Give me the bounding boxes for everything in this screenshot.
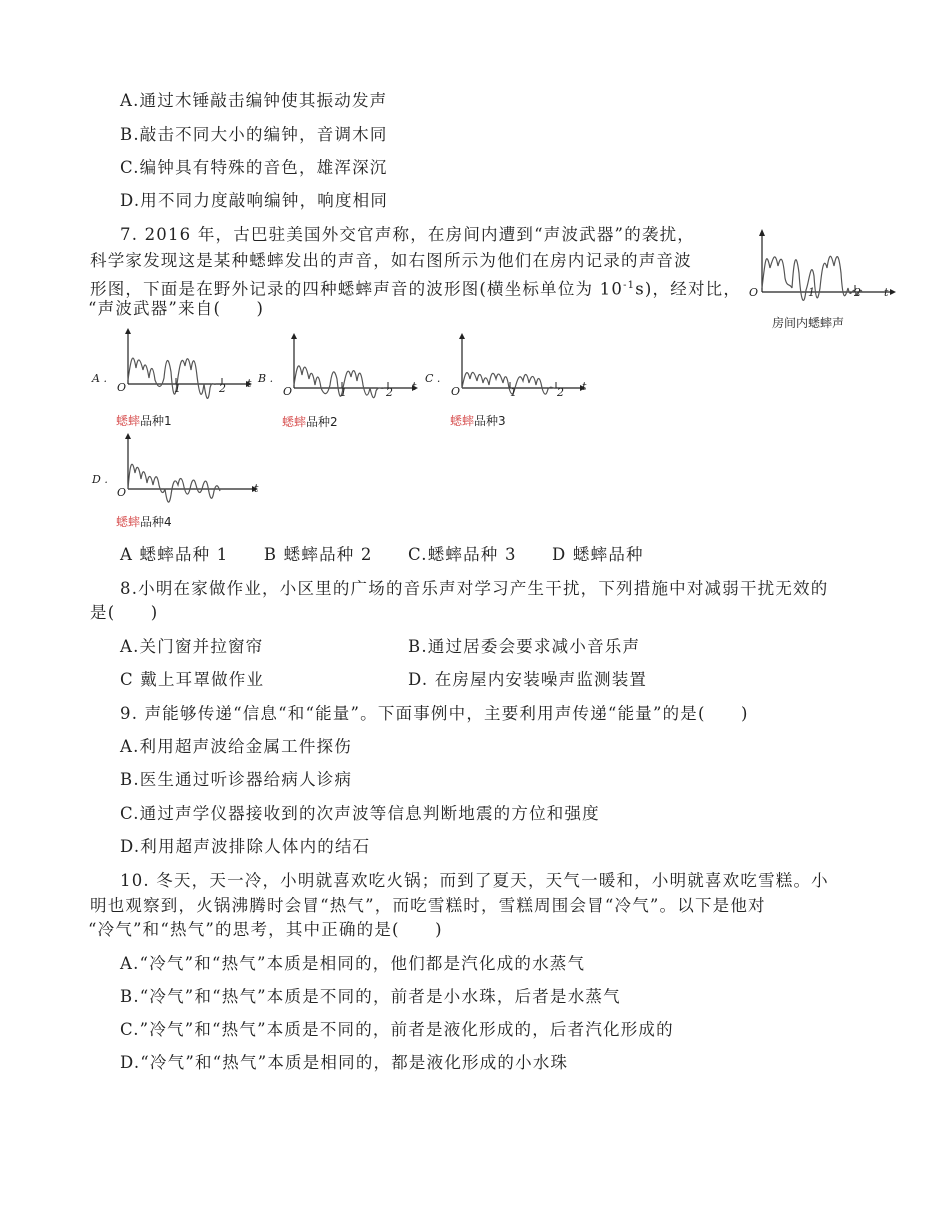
wave-c-tick2: 2 [557, 386, 564, 399]
q8-option-d: D. 在房屋内安装噪声监测装置 [408, 670, 648, 689]
q6-option-c: C.编钟具有特殊的音色，雄浑深沉 [120, 158, 388, 177]
wave-a-graph [118, 328, 253, 408]
room-origin: O [749, 286, 759, 299]
room-t-label: t [884, 286, 889, 299]
q7-answer-options: A 蟋蟀品种 1 B 蟋蟀品种 2 C.蟋蟀品种 3 D 蟋蟀品种 [120, 545, 644, 564]
wave-c-tick1: 1 [510, 386, 517, 399]
q8-option-c: C 戴上耳罩做作业 [120, 670, 265, 689]
q10-stem-line2: 明也观察到，火锅沸腾时会冒“热气”，而吃雪糕时，雪糕周围会冒“冷气”。以下是他对 [90, 896, 766, 915]
wave-c-graph [452, 333, 587, 408]
wave-b-origin: O [283, 385, 293, 398]
wave-c-letter: C . [425, 372, 441, 385]
q10-option-d: D.“冷气”和“热气”本质是相同的，都是液化形成的小水珠 [120, 1053, 569, 1072]
wave-c-origin: O [451, 385, 461, 398]
room-waveform [752, 228, 897, 308]
q10-option-c: C.”冷气”和“热气”本质是不同的，前者是液化形成的，后者汽化形成的 [120, 1020, 674, 1039]
q8-option-a: A.关门窗并拉窗帘 [120, 637, 264, 656]
q7-stem-line1: 7. 2016 年，古巴驻美国外交官声称，在房间内遭到“声波武器”的袭扰， [120, 225, 695, 244]
wave-a-tick2: 2 [219, 382, 226, 395]
wave-d-origin: O [117, 486, 127, 499]
wave-d-letter: D . [92, 473, 108, 486]
wave-c-caption: 蟋蟀品种3 [450, 414, 506, 428]
q9-stem: 9. 声能够传递“信息“和“能量”。下面事例中，主要利用声传递“能量”的是( ) [120, 704, 749, 723]
q9-option-c: C.通过声学仪器接收到的次声波等信息判断地震的方位和强度 [120, 804, 600, 823]
wave-d-t-label: t [254, 482, 259, 495]
q7-stem-line3: 形图，下面是在野外记录的四种蟋蟀声音的波形图(横坐标单位为 $10^{-1}s$)，经对比， [90, 279, 742, 299]
wave-a-letter: A . [92, 372, 107, 385]
wave-b-tick1: 1 [340, 386, 347, 399]
q6-option-b: B.敲击不同大小的编钟，音调木同 [120, 125, 388, 144]
wave-a-t-label: t [247, 377, 252, 390]
q10-option-a: A.“冷气”和“热气”本质是相同的，他们都是汽化成的水蒸气 [120, 954, 586, 973]
wave-d-caption: 蟋蟀品种4 [116, 515, 172, 529]
wave-b-t-label: t [412, 380, 417, 393]
q10-stem-line3: “冷气”和“热气”的思考，其中正确的是( ) [88, 920, 443, 939]
q10-option-b: B.“冷气”和“热气”本质是不同的，前者是小水珠，后者是水蒸气 [120, 987, 621, 1006]
room-tick1: 1 [808, 286, 815, 299]
wave-b-graph [284, 333, 419, 408]
q9-option-d: D.利用超声波排除人体内的结石 [120, 837, 371, 856]
room-tick2: 2 [854, 286, 861, 299]
q9-option-a: A.利用超声波给金属工件探伤 [120, 737, 352, 756]
q8-stem-line1: 8.小明在家做作业，小区里的广场的音乐声对学习产生干扰，下列措施中对减弱干扰无效的 [120, 579, 829, 598]
q9-option-b: B.医生通过听诊器给病人诊病 [120, 770, 353, 789]
q10-stem-line1: 10. 冬天，天一冷，小明就喜欢吃火锅；而到了夏天，天气一暖和，小明就喜欢吃雪糕。小 [120, 871, 829, 890]
q6-option-d: D.用不同力度敲响编钟，响度相同 [120, 191, 389, 210]
wave-a-caption: 蟋蟀品种1 [116, 414, 172, 428]
q7-stem-line4: “声波武器”来自( ) [88, 299, 265, 318]
wave-a-tick1: 1 [174, 382, 181, 395]
wave-b-caption: 蟋蟀品种2 [282, 415, 338, 429]
wave-c-t-label: t [582, 380, 587, 393]
q8-option-b: B.通过居委会要求减小音乐声 [408, 637, 641, 656]
wave-d-graph [118, 433, 263, 513]
q6-option-a: A.通过木锤敲击编钟使其振动发声 [120, 91, 388, 110]
q7-stem-line2: 科学家发现这是某种蟋蟀发出的声音，如右图所示为他们在房内记录的声音波 [90, 251, 692, 270]
wave-b-tick2: 2 [386, 386, 393, 399]
room-caption: 房间内蟋蟀声 [772, 316, 845, 330]
wave-b-letter: B . [258, 372, 274, 385]
q8-stem-line2: 是( ) [90, 603, 159, 622]
wave-a-origin: O [117, 381, 127, 394]
